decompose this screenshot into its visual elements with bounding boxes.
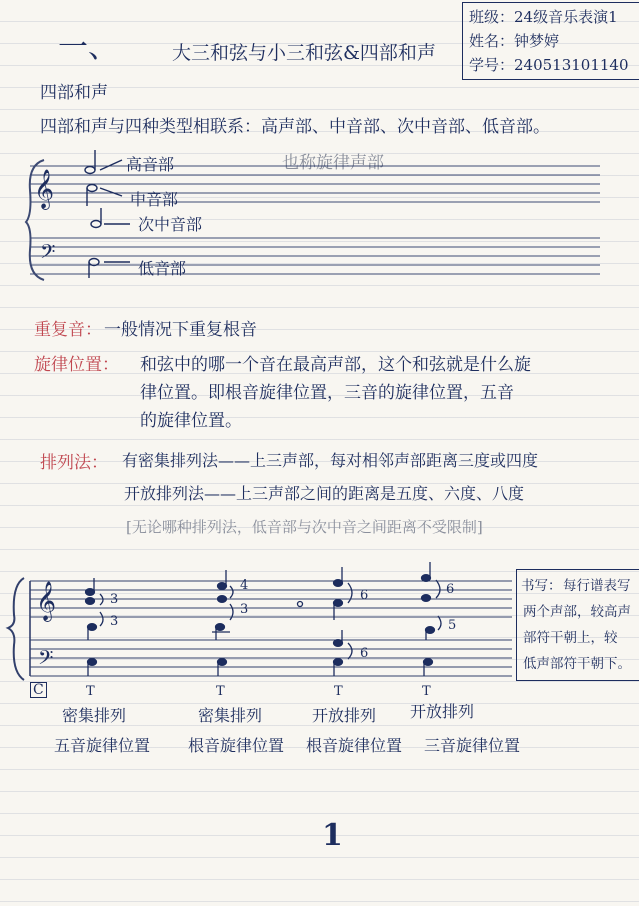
example-chords: [86, 562, 442, 676]
voice-diagram-notes: [85, 150, 130, 278]
melodic-position-line-3: 的旋律位置。: [140, 411, 242, 431]
intro-line: 四部和声与四种类型相联系：高声部、中音部、次中音部、低音部。: [40, 117, 550, 137]
voice-label-soprano: 高音部: [126, 155, 175, 174]
caption-top-1: 密集排列: [62, 706, 127, 725]
notes-line-2: 两个声部，较高声: [523, 604, 631, 620]
caption-bottom-4: 三音旋律位置: [424, 736, 521, 755]
page-number: 1: [322, 818, 343, 853]
root-mark: T: [216, 684, 225, 699]
interval-mark: 5: [448, 618, 457, 633]
interval-mark: 6: [360, 646, 369, 661]
caption-bottom-1: 五音旋律位置: [54, 736, 151, 755]
section-mark: 一、: [58, 30, 118, 65]
subtitle: 四部和声: [40, 83, 108, 103]
example-bass-clef-icon: 𝄢: [38, 646, 54, 674]
chord-label: C: [30, 682, 47, 698]
name-line: 姓名：钟梦婷: [469, 32, 560, 50]
caption-top-4: 开放排列: [410, 702, 475, 721]
interval-mark: 3: [110, 592, 119, 607]
arrangement-line-2: 开放排列法——上三声部之间的距离是五度、六度、八度: [124, 484, 525, 503]
notes-line-4: 低声部符干朝下。: [523, 656, 631, 672]
notes-line-3: 部符干朝上，较: [523, 630, 618, 646]
interval-mark: 4: [240, 578, 249, 593]
arrangement-line-1: 有密集排列法——上三声部，每对相邻声部距离三度或四度: [122, 451, 539, 470]
arrangement-label: 排列法：: [40, 453, 108, 473]
root-mark: T: [334, 684, 343, 699]
interval-mark: 3: [240, 602, 249, 617]
doubling-label: 重复音：: [34, 320, 102, 340]
caption-top-3: 开放排列: [312, 706, 377, 725]
example-treble-clef-icon: 𝄞: [36, 581, 57, 621]
voice-label-tenor: 次中音部: [138, 215, 203, 234]
root-mark: T: [86, 684, 95, 699]
notes-line-1: 每行谱表写: [563, 578, 631, 594]
root-mark: T: [422, 684, 431, 699]
arrangement-bracket-note: [无论哪种排列法，低音部与次中音之间距离不受限制]: [126, 518, 483, 536]
caption-bottom-2: 根音旋律位置: [188, 736, 285, 755]
class-line: 班级：24级音乐表演1: [469, 8, 618, 26]
treble-clef-icon: 𝄞: [34, 169, 55, 209]
voice-label-bass: 低音部: [138, 259, 187, 278]
caption-top-2: 密集排列: [198, 706, 263, 725]
intro-note: 也称旋律声部: [282, 153, 384, 173]
interval-mark: 3: [110, 614, 119, 629]
notes-label: 书写：: [521, 578, 562, 594]
voice-label-alto: 中音部: [130, 190, 179, 209]
interval-mark: 6: [360, 588, 369, 603]
interval-mark: 6: [446, 582, 455, 597]
melodic-position-label: 旋律位置：: [34, 355, 119, 375]
example-staff: [8, 578, 512, 680]
melodic-position-line-2: 律位置。即根音旋律位置，三音的旋律位置，五音: [140, 383, 514, 403]
bass-clef-icon: 𝄢: [40, 240, 56, 268]
caption-bottom-3: 根音旋律位置: [306, 736, 403, 755]
melodic-position-line-1: 和弦中的哪一个音在最高声部，这个和弦就是什么旋: [140, 355, 531, 375]
doubling-text: 一般情况下重复根音: [104, 320, 257, 340]
student-id-line: 学号：240513101140: [469, 56, 629, 74]
page-title: 大三和弦与小三和弦&四部和声: [172, 42, 436, 64]
